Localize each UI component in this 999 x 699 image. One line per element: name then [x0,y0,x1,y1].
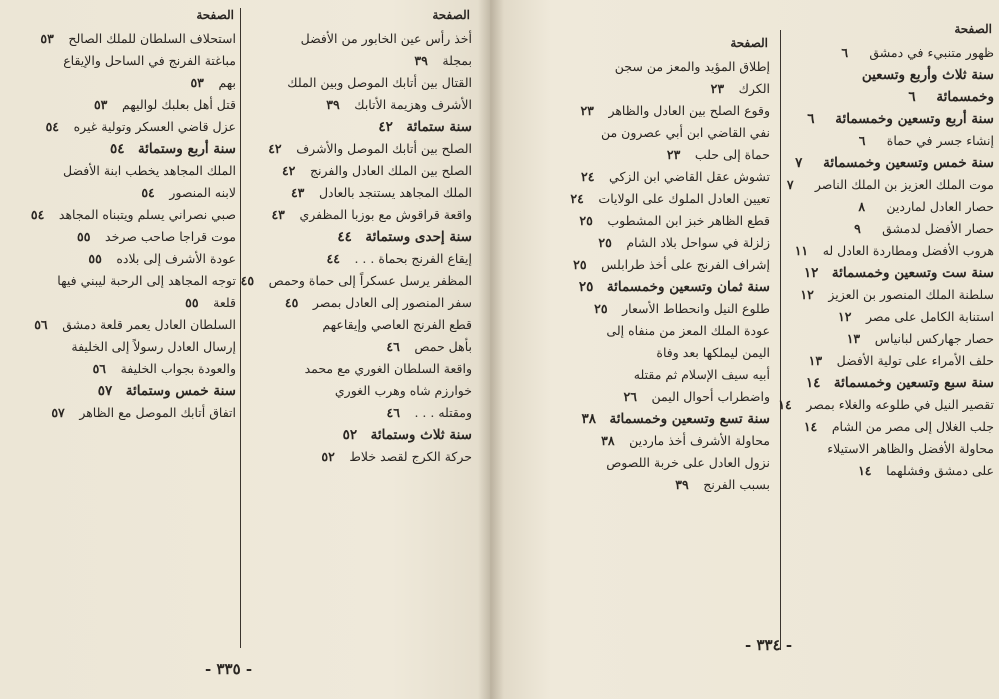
entry-title: السلطان العادل يعمر قلعة دمشق [62,317,236,332]
toc-entry [250,160,472,182]
toc-entry [788,240,994,262]
entry-title: تشوش عقل القاضي ابن الزكي [609,169,770,184]
entry-title: الصلح بين أتابك الموصل والأشرف [296,141,472,156]
right-page-inner-column [570,36,770,496]
entry-page-number: ٥٣ [40,31,54,46]
entry-page-number: ٢٣ [580,103,594,118]
entry-page-number: ٧ [795,155,803,171]
entry-title: الأشرف وهزيمة الأتابك [354,97,472,112]
entry-page-number: ٣٨ [601,433,615,448]
toc-entry [18,314,236,336]
entry-title: اتفاق أتابك الموصل مع الظاهر [79,405,236,420]
toc-entry [580,298,770,320]
entry-title: واقعة السلطان الغوري مع محمد [304,361,472,376]
entry-title: الكرك [738,81,770,96]
entry-title: عزل قاضي العسكر وتولية غيره [73,119,236,134]
entry-page-number: ٥٤ [30,207,45,222]
entry-page-number: ١٤ [778,397,792,412]
entry-page-number: ٤٥ [284,295,299,310]
entry-page-number: ٥٤ [109,141,125,157]
entry-page-number: ٣٩ [326,97,340,112]
entry-title: الملك المجاهد يستنجد بالعادل [318,185,472,200]
entry-title: ظهور متنبيء في دمشق [869,45,994,60]
entry-title: نفي القاضي ابن أبي عصرون من [601,125,770,140]
toc-entry [788,42,994,64]
entry-title: سنة سبع وتسعين وخمسمائة [833,375,994,391]
toc-entry [18,182,236,204]
entry-page-number: ٤٥ [240,273,255,288]
entry-title: القتال بين أتابك الموصل وبين الملك [287,75,472,90]
toc-entry [18,270,236,292]
toc-entry [250,248,472,270]
entry-page-number: ٩ [854,221,861,236]
entry-page-number: ٥٤ [45,119,60,134]
toc-entry [18,204,236,226]
entry-title: استحلاف السلطان للملك الصالح [68,31,236,46]
entry-page-number: ٢٥ [573,257,587,272]
entry-title: الصلح بين الملك العادل والفرنج [309,163,472,178]
toc-entry [250,446,472,468]
year-heading [18,380,236,402]
entry-title: سنة إحدى وستمائة [365,229,472,245]
toc-entry [250,182,472,204]
entry-title: سنة ست وتسعين وخمسمائة [831,265,994,281]
year-heading [788,262,994,284]
entry-page-number: ٥٥ [88,251,102,266]
right-page-outer-column [778,22,994,482]
entry-title: إيقاع الفرنج بحماة . . . [354,251,472,266]
column-header: الصفحة [730,36,768,50]
entry-page-number: ٥٦ [34,317,48,332]
toc-entry [778,394,994,416]
entry-title: قطع الفرنج العاصي وإيقاعهم [322,317,472,332]
entry-page-number: ١٤ [803,419,818,434]
entry-page-number: ٥٢ [321,449,335,464]
toc-entry [788,196,994,218]
entry-page-number: ٥٤ [141,185,155,200]
entry-title: هروب الأفضل ومطاردة العادل له [822,243,994,258]
entry-page-number: ٤٢ [378,119,393,135]
entry-title: إطلاق المؤيد والمعز من سجن [614,59,770,74]
entry-title: سنة ثمان وتسعين وخمسمائة [606,279,770,295]
entry-page-number: ٤٦ [386,405,400,420]
year-heading [788,108,994,130]
toc-entry [18,226,236,248]
entry-title: طلوع النيل وانحطاط الأسعار [622,301,770,316]
entry-title: استنابة الكامل على مصر [865,309,994,324]
entry-title: محاولة الأشرف أخذ ماردين [629,433,770,448]
entry-title: بمجلة [442,53,472,68]
entry-title: أبيه سيف الإسلام ثم مقتله [633,367,770,382]
entry-title: ومقتله . . . [414,405,472,420]
entry-page-number: ١٢ [800,287,814,302]
entry-title: توجه المجاهد إلى الرحبة ليبني فيها [57,273,236,288]
entry-title: سنة ستمائة [406,119,472,135]
entry-page-number: ٤٦ [386,339,400,354]
toc-entries [778,42,994,482]
toc-entry [580,320,770,342]
toc-entry [240,270,472,292]
year-heading [788,372,994,394]
toc-entry [788,284,994,306]
toc-entry [570,188,770,210]
entry-page-number: ٦ [841,45,849,60]
entry-title: بهم [218,75,236,90]
entry-title: سنة تسع وتسعين وخمسمائة [609,411,770,427]
entry-title: جلب الغلال إلى مصر من الشام [831,419,994,434]
entry-title: حلف الأمراء على تولية الأفضل [836,353,994,368]
entry-title: خوارزم شاه وهرب الغوري [334,383,472,398]
toc-entry [580,122,770,144]
toc-entry [788,306,994,328]
entry-title: قتل أهل بعلبك لواليهم [121,97,236,112]
entry-page-number: ٥٧ [97,383,113,399]
toc-entry [788,460,994,482]
entry-title: بأهل حمص [414,339,472,354]
entry-page-number: ١٣ [846,331,861,346]
entry-title: سنة خمس وستمائة [125,383,236,399]
entry-title: عودة الملك المعز من منفاه إلى [606,323,770,338]
toc-entry [250,204,472,226]
entry-title: اليمن ليملكها بعد وفاة [656,345,770,360]
toc-entry [250,358,472,380]
entry-title: سنة خمس وتسعين وخمسمائة [823,155,994,171]
entry-page-number: ١٢ [803,265,819,281]
entry-page-number: ٢٤ [570,191,584,206]
entry-title: تقصير النيل في طلوعه والغلاء بمصر [806,397,994,412]
toc-entry [580,232,770,254]
entry-page-number: ٢٣ [666,147,681,162]
year-heading [580,276,770,298]
entry-title: إنشاء جسر في حماة [886,133,994,148]
entry-page-number: ٦ [908,89,916,105]
column-header: الصفحة [196,8,234,22]
toc-entry [250,314,472,336]
entry-title: واضطراب أحوال اليمن [651,389,770,404]
toc-entry [580,100,770,122]
entry-title: موت قراجا صاحب صرخد [105,229,236,244]
entry-page-number: ٤٢ [268,141,282,156]
entry-page-number: ١٢ [837,309,852,324]
year-heading [788,64,994,86]
entry-page-number: ٥٥ [185,295,199,310]
entry-page-number: ٤٢ [281,163,296,178]
entry-title: سنة أربع وستمائة [137,141,236,157]
column-header: الصفحة [954,22,992,36]
entry-title: لابنه المنصور [169,185,236,200]
column-header: الصفحة [432,8,470,22]
column-divider [780,30,781,650]
toc-entry [788,416,994,438]
toc-entry [250,138,472,160]
entry-title: إرسال العادل رسولاً إلى الخليفة [71,339,236,354]
toc-entries [240,28,472,468]
toc-entry [788,328,994,350]
toc-entries [18,28,236,424]
entry-title: واقعة قراقوش مع بوزبا المظفري [299,207,472,222]
entry-page-number: ٦ [807,111,815,127]
toc-entry [580,452,770,474]
entry-page-number: ٣٩ [675,477,689,492]
entry-page-number: ٤٣ [271,207,285,222]
book-gutter [478,0,504,699]
entry-title: حماة إلى حلب [694,147,770,162]
toc-entry [250,50,472,72]
entry-page-number: ٧ [786,177,794,192]
year-heading [250,226,472,248]
entry-title: الملك المجاهد يخطب ابنة الأفضل [63,163,236,178]
entry-page-number: ٦ [858,133,866,148]
toc-entry [18,248,236,270]
toc-entry [18,28,236,50]
entry-title: نزول العادل على خربة اللصوص [606,455,770,470]
toc-entry [788,218,994,240]
entry-page-number: ٢٥ [594,301,608,316]
entry-title: قطع الظاهر خبز ابن المشطوب [607,213,770,228]
entry-title: سفر المنصور إلى العادل بمصر [312,295,472,310]
toc-entry [580,474,770,496]
entry-title: سنة ثلاث وأربع وتسعين [861,67,994,83]
entry-title: مباغتة الفرنج في الساحل والإيقاع [63,53,236,68]
toc-entry [580,144,770,166]
entry-title: بسبب الفرنج [703,477,770,492]
right-page-number: - ٣٣٤ - [745,636,793,654]
entry-page-number: ٣٩ [414,53,428,68]
toc-entry [18,94,236,116]
entry-title: صبي نصراني يسلم ويتبناه المجاهد [58,207,236,222]
toc-entry [18,402,236,424]
toc-entry [18,336,236,358]
toc-entry [250,28,472,50]
entry-page-number: ٢٥ [579,213,593,228]
entry-title: والعودة بجواب الخليفة [120,361,236,376]
entry-title: إشراف الفرنج على أخذ طرابلس [601,257,770,272]
entry-title: سلطنة الملك المنصور بن العزيز [828,287,994,302]
toc-entry [788,174,994,196]
entry-page-number: ٥٥ [77,229,91,244]
entry-title: حصار العادل لماردين [886,199,994,214]
entry-title: وخمسمائة [936,89,994,105]
toc-entry [250,72,472,94]
toc-entry [580,78,770,100]
entry-title: موت الملك العزيز بن الملك الناصر [814,177,994,192]
entry-title: على دمشق وفشلهما [886,463,994,478]
toc-entry [580,342,770,364]
column-divider [240,8,241,648]
entry-title: وقوع الصلح بين العادل والظاهر [608,103,770,118]
entry-page-number: ٥٦ [92,361,107,376]
entry-page-number: ٣٨ [581,411,596,427]
entry-page-number: ٢٥ [578,279,594,295]
toc-entry [18,50,236,72]
entry-title: المظفر يرسل عسكراً إلى حماة وحمص [268,273,472,288]
entry-page-number: ١٤ [858,463,872,478]
year-heading [250,424,472,446]
toc-entry [788,130,994,152]
year-heading [788,152,994,174]
entry-title: سنة ثلاث وستمائة [370,427,472,443]
entry-page-number: ١٣ [808,353,823,368]
entry-title: سنة أربع وتسعين وخمسمائة [835,111,994,127]
toc-entry [18,358,236,380]
entry-page-number: ٥٧ [51,405,65,420]
entry-title: تعيين العادل الملوك على الولايات [598,191,770,206]
entry-page-number: ٥٣ [93,97,108,112]
year-heading [250,116,472,138]
toc-entry [580,386,770,408]
toc-entry [788,438,994,460]
toc-entry [18,292,236,314]
toc-entry [18,160,236,182]
toc-entry [250,402,472,424]
toc-entry [580,56,770,78]
entry-title: محاولة الأفضل والظاهر الاستيلاء [827,441,994,456]
entry-title: حصار الأفضل لدمشق [882,221,994,236]
entry-page-number: ٥٣ [190,75,204,90]
toc-entry [250,380,472,402]
entry-page-number: ٢٣ [710,81,725,96]
entry-page-number: ٤٣ [290,185,305,200]
toc-entry [18,116,236,138]
entry-title: حركة الكرج لقصد خلاط [349,449,472,464]
toc-entry [580,166,770,188]
entry-title: عودة الأشرف إلى بلاده [116,251,236,266]
toc-entry [18,72,236,94]
entry-page-number: ٢٤ [581,169,595,184]
entry-page-number: ٢٥ [598,235,612,250]
year-heading [788,86,994,108]
entry-page-number: ٥٢ [342,427,358,443]
year-heading [580,408,770,430]
entry-page-number: ٤٤ [326,251,340,266]
left-page-number: - ٣٣٥ - [205,660,253,678]
toc-entry [580,210,770,232]
entry-page-number: ١١ [794,243,809,258]
entry-page-number: ٢٦ [623,389,637,404]
toc-entry [250,292,472,314]
entry-page-number: ٨ [858,199,866,214]
entry-title: حصار جهاركس لبانياس [874,331,994,346]
entry-page-number: ٤٤ [337,229,352,245]
entry-page-number: ١٤ [805,375,821,391]
toc-entry [580,430,770,452]
toc-entry [573,254,770,276]
toc-entries [570,56,770,496]
left-page-inner-column [240,8,472,468]
toc-entry [250,336,472,358]
entry-title: قلعة [213,295,236,310]
toc-entry [788,350,994,372]
left-page-outer-column [18,8,236,424]
year-heading [18,138,236,160]
entry-title: أخذ رأس عين الخابور من الأفضل [300,31,472,46]
toc-entry [580,364,770,386]
entry-title: زلزلة في سواحل بلاد الشام [626,235,770,250]
toc-entry [250,94,472,116]
